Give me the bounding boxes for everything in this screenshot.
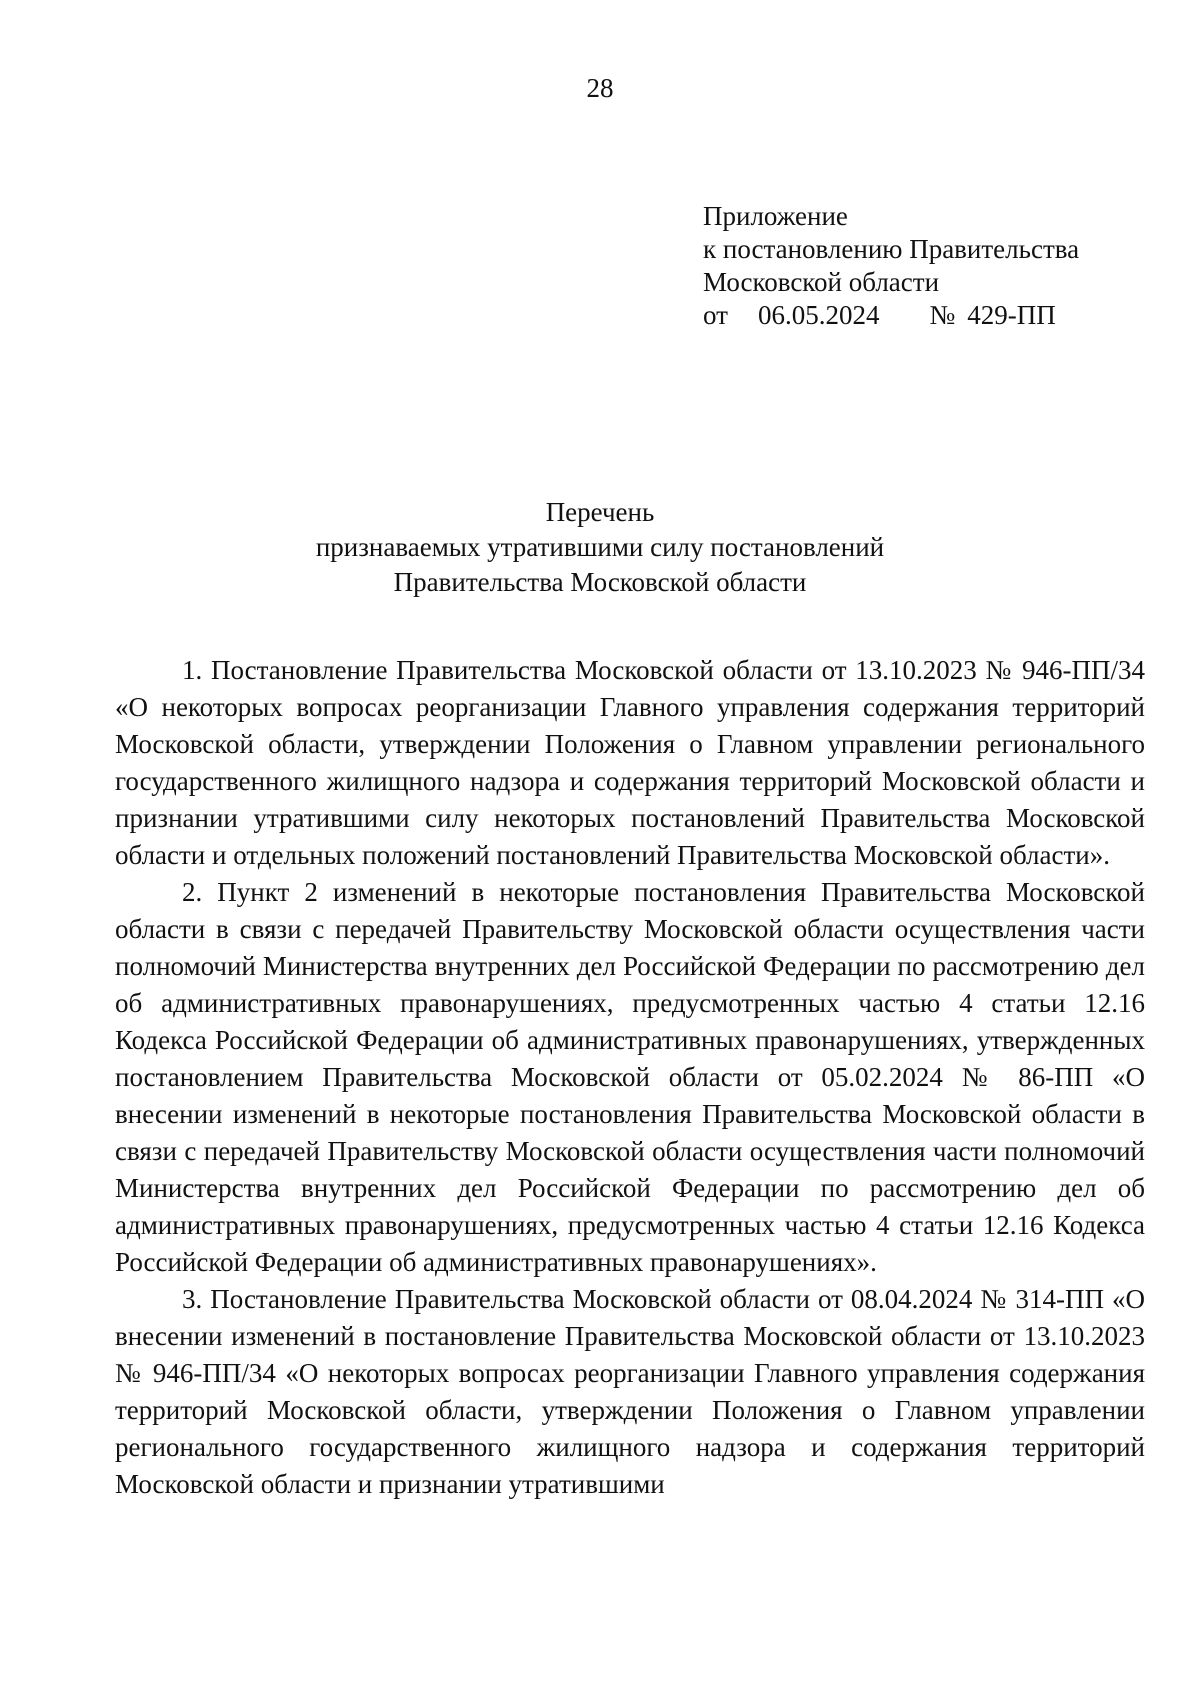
title-line-2: признаваемых утратившими силу постановлений	[315, 532, 885, 562]
appendix-from-label: от	[703, 300, 728, 330]
list-item-2: 2. Пункт 2 изменений в некоторые постановления Правительства Московской области в связи с передачей Правительству Московской области осуществления части полномочий Министерства внутренних дел Российской Федерации по рассмотрению дел об административных правонарушениях, предусмотренных частью 4 статьи 12.16 Кодекса Российской Федерации об административных правонарушениях, утвержденных постановлением Правительства Московской области от 05.02.2024 № 86-ПП «О внесении изменений в некоторые постановления Правительства Московской области в связи с передачей Правительству Московской области осуществления части полномочий Министерства внутренних дел Российской Федерации по рассмотрению дел об административных правонарушениях, предусмотренных частью 4 статьи 12.16 Кодекса Российской Федерации об административных правонарушениях».	[115, 877, 1145, 1277]
appendix-number-label: №	[929, 300, 956, 330]
appendix-date: 06.05.2024	[757, 300, 880, 330]
title-line-1: Перечень	[545, 497, 655, 527]
appendix-label: Приложение	[703, 201, 848, 231]
appendix-header	[703, 200, 1133, 332]
list-item-3: 3. Постановление Правительства Московской области от 08.04.2024 № 314-ПП «О внесении изменений в постановление Правительства Московской области от 13.10.2023 № 946-ПП/34 «О некоторых вопросах реорганизации Главного управления содержания территорий Московской области, утверждении Положения о Главном управлении регионального государственного жилищного надзора и содержания территорий Московской области и признании утратившими	[115, 1284, 1145, 1499]
document-title	[0, 495, 1200, 600]
appendix-date-number-line	[703, 299, 1133, 332]
document-body	[115, 652, 1145, 1503]
title-line-3: Правительства Московской области	[393, 567, 807, 597]
appendix-resolution-ref: к постановлению Правительства	[703, 234, 1080, 264]
list-item-1: 1. Постановление Правительства Московской области от 13.10.2023 № 946-ПП/34 «О некоторых вопросах реорганизации Главного управления содержания территорий Московской области, утверждении Положения о Главном управлении регионального государственного жилищного надзора и содержания территорий Московской области и признании утратившими силу некоторых постановлений Правительства Московской области и отдельных положений постановлений Правительства Московской области».	[115, 655, 1145, 870]
appendix-region: Московской области	[703, 267, 940, 297]
appendix-number: 429-ПП	[967, 300, 1056, 330]
page-number: 28	[586, 73, 614, 103]
